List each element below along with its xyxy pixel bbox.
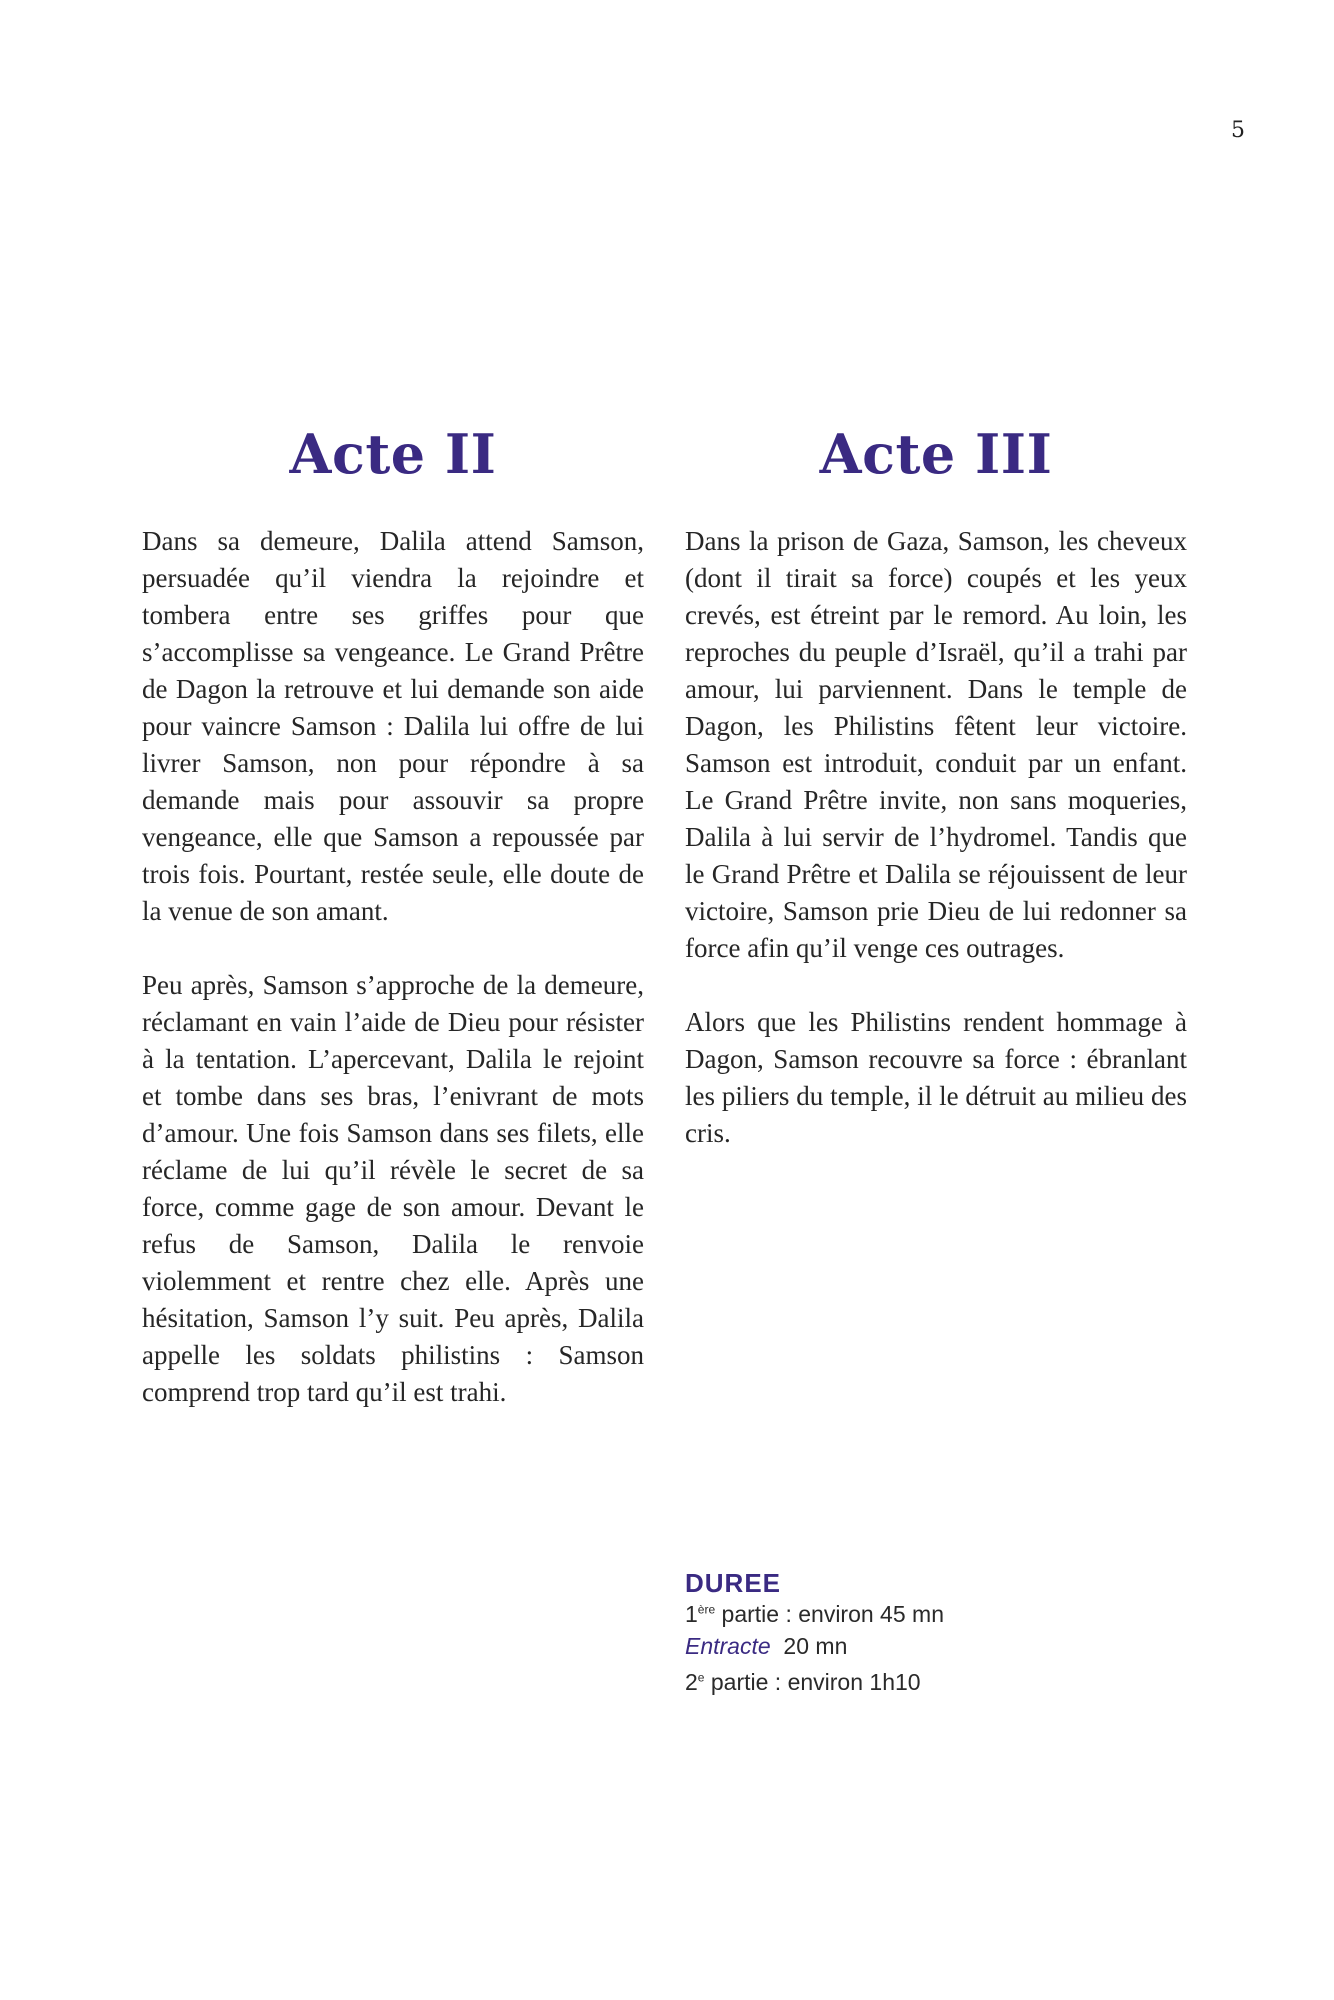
- act-2-paragraph-1: Dans sa demeure, Dalila attend Samson, persuadée qu’il viendra la rejoindre et tombera entre ses griffes pour que s’accomplisse sa vengeance. Le Grand Prêtre de Dagon la retrouve et lui demande son aide pour vaincre Samson : Dalila lui offre de lui livrer Samson, non pour répondre à sa demande mais pour assouvir sa propre vengeance, elle que Samson a repoussée par trois fois. Pourtant, restée seule, elle doute de la venue de son amant.: [142, 526, 644, 926]
- part-1-text: partie : environ 45 mn: [715, 1601, 944, 1627]
- part-2-suffix: e: [697, 1670, 705, 1685]
- part-1-number: 1: [685, 1601, 698, 1627]
- act-3-paragraph-2: Alors que les Philistins rendent hommage à Dagon, Samson recouvre sa force : ébranlant les piliers du temple, il le détruit au milieu des cris.: [685, 1007, 1187, 1148]
- duration-part-1: [685, 1598, 1085, 1630]
- duration-part-2: [685, 1666, 1085, 1698]
- act-2-paragraph-2: Peu après, Samson s’approche de la demeure, réclamant en vain l’aide de Dieu pour résister à la tentation. L’apercevant, Dalila le rejoint et tombe dans ses bras, l’enivrant de mots d’amour. Une fois Samson dans ses filets, elle réclame de lui qu’il révèle le secret de sa force, comme gage de son amour. Devant le refus de Samson, Dalila le renvoie violemment et rentre chez elle. Après une hésitation, Samson l’y suit. Peu après, Dalila appelle les soldats philistins : Samson comprend trop tard qu’il est trahi.: [142, 970, 644, 1407]
- duration-entracte: [685, 1630, 1085, 1662]
- act-3-paragraph-1: Dans la prison de Gaza, Samson, les cheveux (dont il tirait sa force) coupés et les yeux crevés, est étreint par le remord. Au loin, les reproches du peuple d’Israël, qu’il a trahi par amour, lui parviennent. Dans le temple de Dagon, les Philistins fêtent leur victoire. Samson est introduit, conduit par un enfant. Le Grand Prêtre invite, non sans moqueries, Dalila à lui servir de l’hydromel. Tandis que le Grand Prêtre et Dalila se réjouissent de leur victoire, Samson prie Dieu de lui redonner sa force afin qu’il venge ces outrages.: [685, 526, 1187, 963]
- entracte-label: Entracte: [685, 1633, 771, 1659]
- duration-title: DUREE: [685, 1568, 782, 1598]
- act-3-title: Acte III: [819, 422, 1053, 486]
- part-2-number: 2: [685, 1669, 698, 1695]
- act-2-title: Acte II: [289, 422, 497, 486]
- act-3-column: [685, 422, 1187, 1189]
- entracte-value: 20 mn: [770, 1633, 848, 1659]
- part-2-text: partie : environ 1h10: [704, 1669, 921, 1695]
- act-2-column: [142, 422, 644, 1448]
- page-number: 5: [1231, 118, 1245, 143]
- part-1-suffix: ère: [697, 1602, 716, 1617]
- duration-block: [685, 1568, 1085, 1698]
